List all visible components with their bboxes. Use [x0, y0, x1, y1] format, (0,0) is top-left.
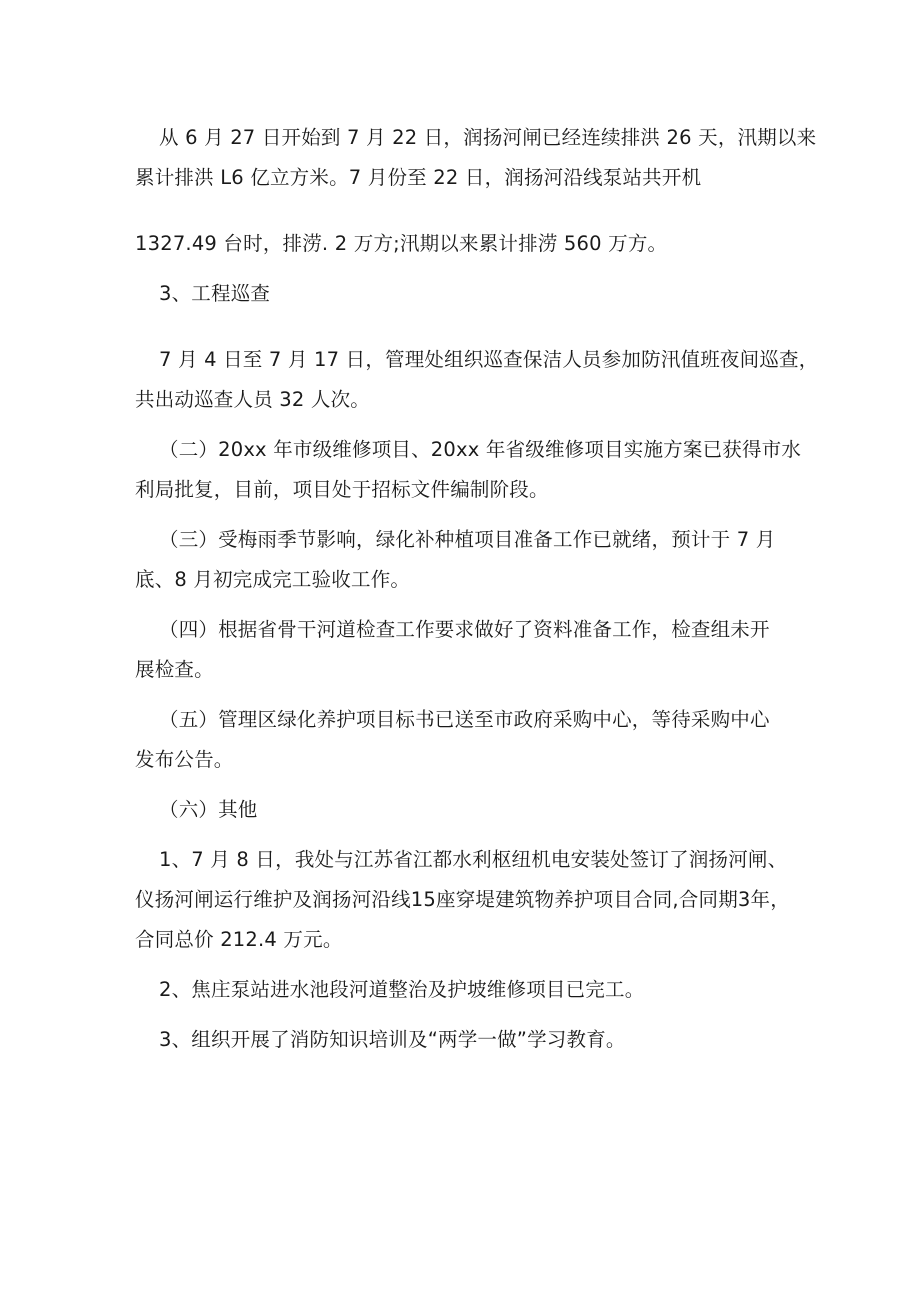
paragraph-9	[135, 840, 795, 960]
text-line: 发布公告。	[135, 748, 234, 771]
text-line: （四）根据省骨干河道检查工作要求做好了资料准备工作，检查组未开	[159, 618, 770, 641]
paragraph-4	[135, 430, 802, 510]
paragraph-8	[135, 790, 795, 830]
text-line: （二）20xx 年市级维修项目、20xx 年省级维修项目实施方案已获得市水	[159, 438, 802, 461]
paragraph-6	[135, 610, 795, 690]
text-line: （三）受梅雨季节影响，绿化补种植项目准备工作已就绪，预计于 7 月	[159, 528, 776, 551]
text-line: 7 月 4 日至 7 月 17 日，管理处组织巡查保洁人员参加防汛值班夜间巡查，	[159, 348, 819, 371]
text-line: 合同总价 212.4 万元。	[135, 928, 343, 951]
text-line: 底、8 月初完成完工验收工作。	[135, 568, 411, 591]
text-line: 1327.49 台时，排涝. 2 万方;汛期以来累计排涝 560 万方。	[135, 232, 668, 255]
paragraph-3	[135, 340, 819, 420]
text-line: 3、组织开展了消防知识培训及“两学一做”学习教育。	[159, 1028, 626, 1051]
text-line: 仪扬河闸运行维护及润扬河沿线15座穿堤建筑物养护项目合同,合同期3年，	[135, 888, 790, 911]
text-line: 共出动巡查人员 32 人次。	[135, 388, 371, 411]
paragraph-5	[135, 520, 795, 600]
text-line: 利局批复，目前，项目处于招标文件编制阶段。	[135, 478, 549, 501]
text-line: 从 6 月 27 日开始到 7 月 22 日，润扬河闸已经连续排洪 26 天，汛期以来	[159, 126, 817, 149]
text-line: 展检查。	[135, 658, 214, 681]
text-line: 1、7 月 8 日，我处与江苏省江都水利枢纽机电安装处签订了润扬河闸、	[159, 848, 788, 871]
text-line: 累计排洪 L6 亿立方米。7 月份至 22 日，润扬河沿线泵站共开机	[135, 166, 702, 189]
paragraph-1	[135, 118, 817, 198]
text-line: 2、焦庄泵站进水池段河道整治及护坡维修项目已完工。	[159, 978, 645, 1001]
paragraph-10	[135, 970, 795, 1010]
document-body	[135, 118, 819, 1060]
text-line: （六）其他	[159, 798, 258, 821]
section-heading	[135, 274, 795, 314]
paragraph-2	[135, 224, 795, 264]
paragraph-7	[135, 700, 795, 780]
text-line: 3、工程巡查	[159, 282, 271, 305]
paragraph-11	[135, 1020, 795, 1060]
text-line: （五）管理区绿化养护项目标书已送至市政府采购中心，等待采购中心	[159, 708, 770, 731]
